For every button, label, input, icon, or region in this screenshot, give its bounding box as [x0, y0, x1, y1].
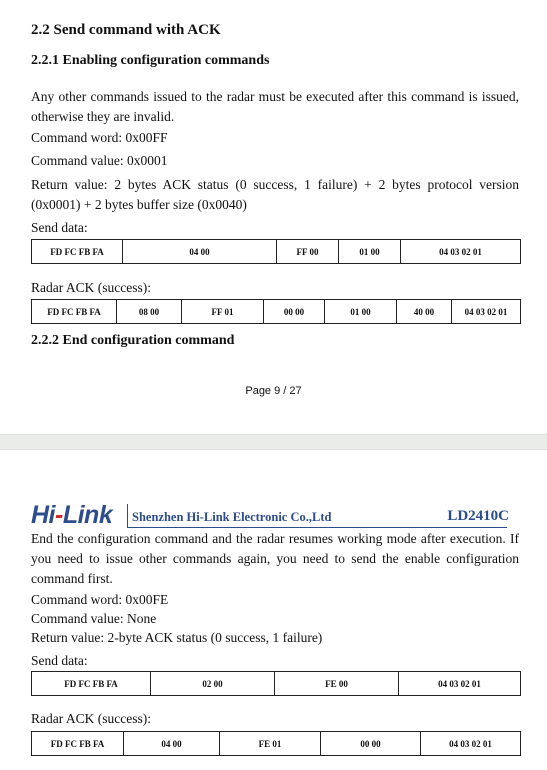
table-cell: FF 00 [277, 240, 339, 264]
ack-label: Radar ACK (success): [31, 711, 151, 726]
table-cell: 00 00 [264, 300, 325, 324]
table-row [32, 300, 521, 324]
send-data-label: Send data: [31, 220, 88, 235]
ack-label: Radar ACK (success): [31, 280, 151, 295]
send-data-table [31, 239, 521, 264]
page-number: Page 9 / 27 [245, 385, 302, 397]
table-cell: 08 00 [117, 300, 182, 324]
table-cell: 04 03 02 01 [401, 240, 521, 264]
intro-paragraph: Any other commands issued to the radar must be executed after this command is issued, otherwise they are invalid. [31, 89, 519, 124]
next-subsection-title: 2.2.2 End configuration command [31, 333, 235, 348]
table-cell: 04 00 [123, 240, 277, 264]
table-cell: 04 03 02 01 [399, 672, 521, 696]
model-number: LD2410C [447, 508, 509, 524]
return-value: Return value: 2-byte ACK status (0 success, 1 failure) [31, 630, 323, 645]
table-cell: 04 03 02 01 [452, 300, 521, 324]
table-row [32, 732, 521, 756]
table-cell: 01 00 [339, 240, 401, 264]
page-separator [0, 434, 547, 450]
send-data-table [31, 671, 521, 696]
intro-paragraph: End the configuration command and the radar resumes working mode after execution. If you need to issue other commands again, you need to send the enable configuration command first. [31, 531, 519, 586]
command-value: Command value: None [31, 611, 157, 626]
page-10 [0, 450, 547, 770]
table-cell: FE 01 [220, 732, 321, 756]
table-cell: 01 00 [325, 300, 397, 324]
table-cell: FD FC FB FA [32, 732, 124, 756]
command-word: Command word: 0x00FF [31, 130, 168, 145]
header-underline [127, 527, 507, 528]
table-cell: FD FC FB FA [32, 300, 117, 324]
table-cell: 04 03 02 01 [421, 732, 521, 756]
table-cell: 40 00 [397, 300, 452, 324]
section-title: 2.2 Send command with ACK [31, 22, 221, 38]
table-row [32, 672, 521, 696]
table-cell: 00 00 [321, 732, 421, 756]
table-cell: 02 00 [151, 672, 275, 696]
table-row [32, 240, 521, 264]
company-name: Shenzhen Hi-Link Electronic Co.,Ltd [132, 510, 332, 524]
table-cell: FD FC FB FA [32, 672, 151, 696]
command-value: Command value: 0x0001 [31, 153, 168, 168]
table-cell: FF 01 [182, 300, 264, 324]
ack-table [31, 299, 521, 324]
subsection-title: 2.2.1 Enabling configuration commands [31, 53, 270, 68]
command-word: Command word: 0x00FE [31, 592, 169, 607]
return-value: Return value: 2 bytes ACK status (0 success, 1 failure) + 2 bytes protocol version (0x0001) + 2 bytes buffer size (0x0040) [31, 177, 519, 212]
ack-table [31, 731, 521, 756]
table-cell: FD FC FB FA [32, 240, 123, 264]
header-divider [127, 504, 128, 527]
send-data-label: Send data: [31, 653, 88, 668]
table-cell: FE 00 [275, 672, 399, 696]
table-cell: 04 00 [124, 732, 220, 756]
document-header [31, 502, 519, 530]
hi-link-logo: Hi-Link [31, 501, 113, 529]
